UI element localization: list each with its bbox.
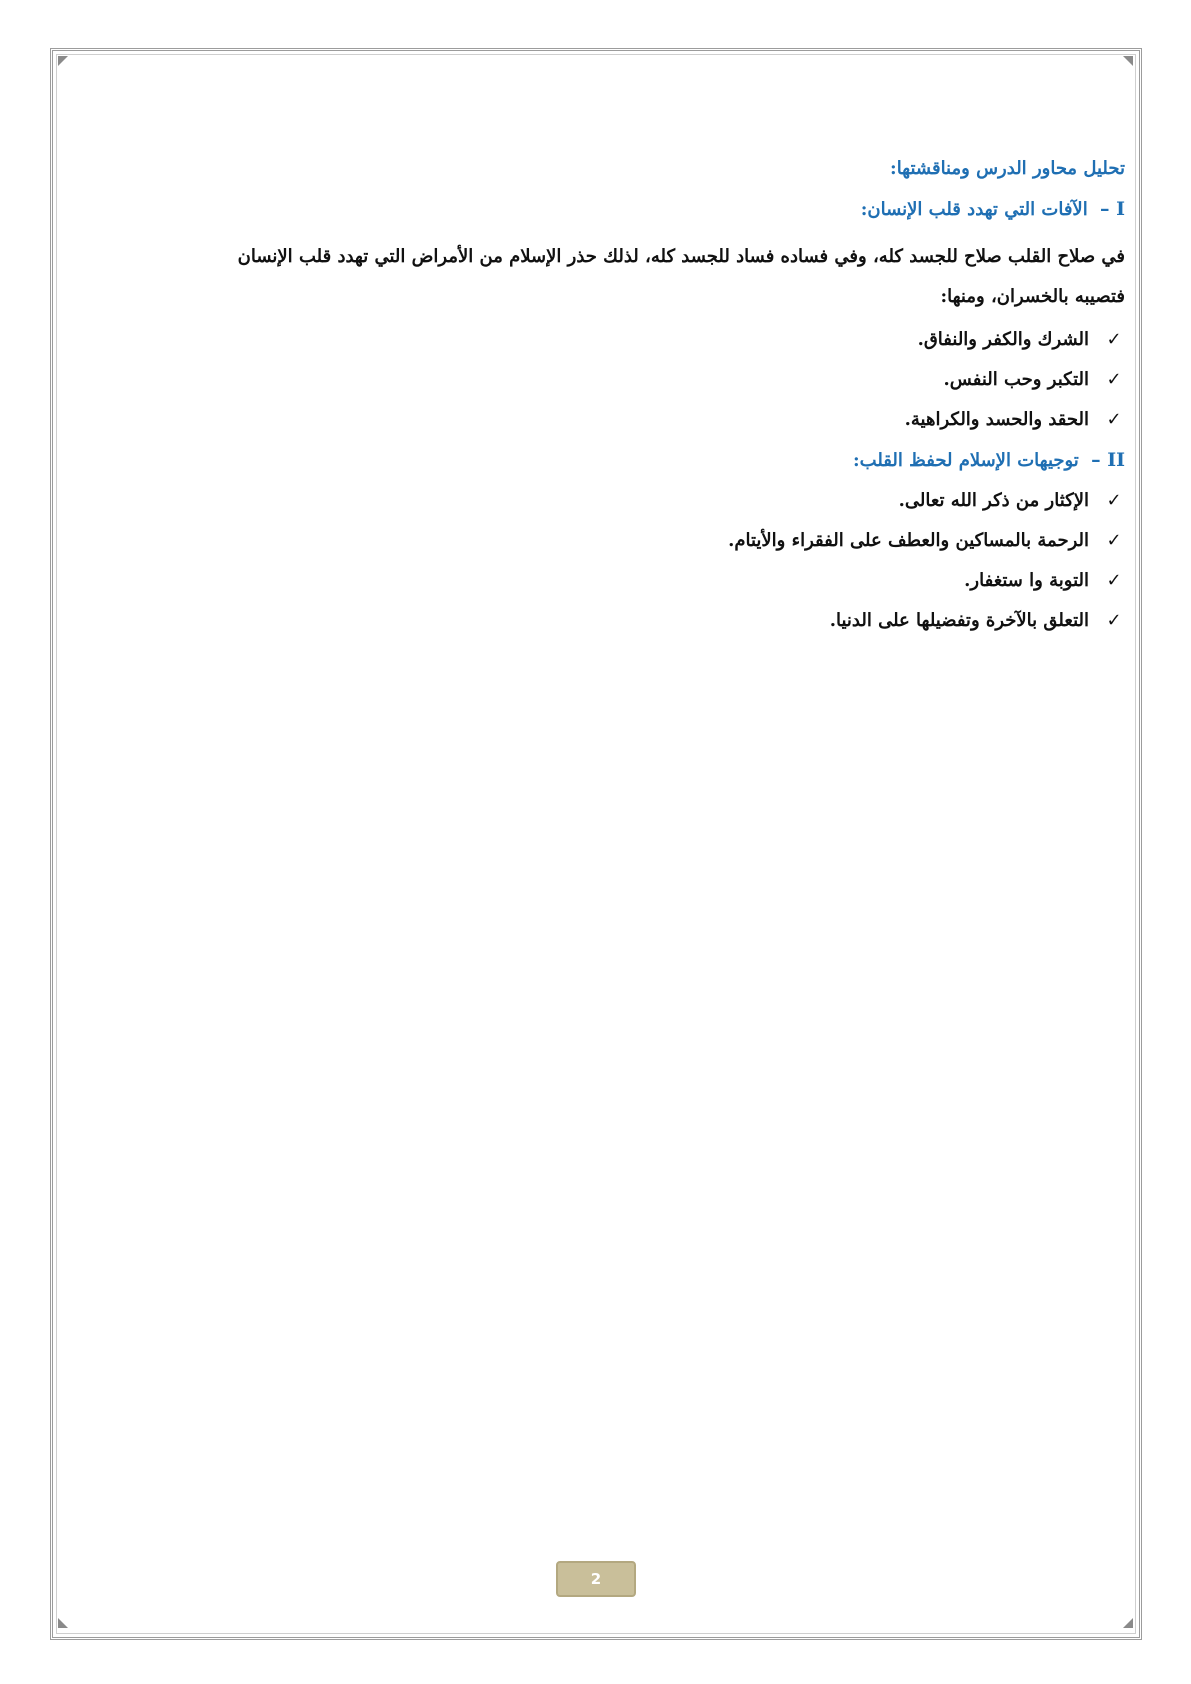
check-icon: ✓ <box>1106 329 1122 350</box>
list-item-text: الإكثار من ذكر الله تعالى. <box>898 490 1089 511</box>
list-item-text: التكبر وحب النفس. <box>943 369 1089 390</box>
check-icon: ✓ <box>1106 530 1122 551</box>
page-number-badge <box>556 1561 636 1597</box>
section-2-list <box>70 488 1125 634</box>
section-1-title: الآفات التي تهدد قلب الإنسان: <box>860 199 1088 220</box>
section-1-number: I – <box>1099 198 1125 220</box>
main-title-text: تحليل محاور الدرس ومناقشتها: <box>890 158 1125 179</box>
list-item <box>70 528 1125 554</box>
list-item <box>70 407 1125 433</box>
page-number: 2 <box>590 1570 602 1588</box>
list-item <box>70 367 1125 393</box>
check-icon: ✓ <box>1106 490 1122 511</box>
corner-ornament-icon <box>58 56 68 66</box>
list-item <box>70 488 1125 514</box>
paragraph-line-1: في صلاح القلب صلاح للجسد كله، وفي فساده فساد للجسد كله، لذلك حذر الإسلام من الأمراض التي تهدد قلب الإنسان <box>237 246 1125 267</box>
corner-ornament-icon <box>1123 1618 1133 1628</box>
list-item <box>70 327 1125 353</box>
list-item <box>70 608 1125 634</box>
section-2-heading <box>70 447 1125 474</box>
section-2-number: II – <box>1091 449 1125 471</box>
check-icon: ✓ <box>1106 610 1122 631</box>
check-icon: ✓ <box>1106 369 1122 390</box>
list-item-text: التوبة وا ستغفار. <box>964 570 1089 591</box>
corner-ornament-icon <box>58 1618 68 1628</box>
check-icon: ✓ <box>1106 409 1122 430</box>
section-2-title: توجيهات الإسلام لحفظ القلب: <box>853 450 1079 471</box>
list-item-text: الرحمة بالمساكين والعطف على الفقراء والأيتام. <box>728 530 1089 551</box>
list-item-text: الحقد والحسد والكراهية. <box>904 409 1089 430</box>
list-item <box>70 568 1125 594</box>
list-item-text: التعلق بالآخرة وتفضيلها على الدنيا. <box>829 610 1089 631</box>
section-1-paragraph <box>70 237 1125 317</box>
document-body <box>70 156 1125 648</box>
section-1-list <box>70 327 1125 433</box>
main-title <box>70 156 1125 182</box>
section-1-heading <box>70 196 1125 223</box>
list-item-text: الشرك والكفر والنفاق. <box>917 329 1089 350</box>
paragraph-line-2: فتصيبه بالخسران، ومنها: <box>940 286 1125 307</box>
check-icon: ✓ <box>1106 570 1122 591</box>
corner-ornament-icon <box>1123 56 1133 66</box>
